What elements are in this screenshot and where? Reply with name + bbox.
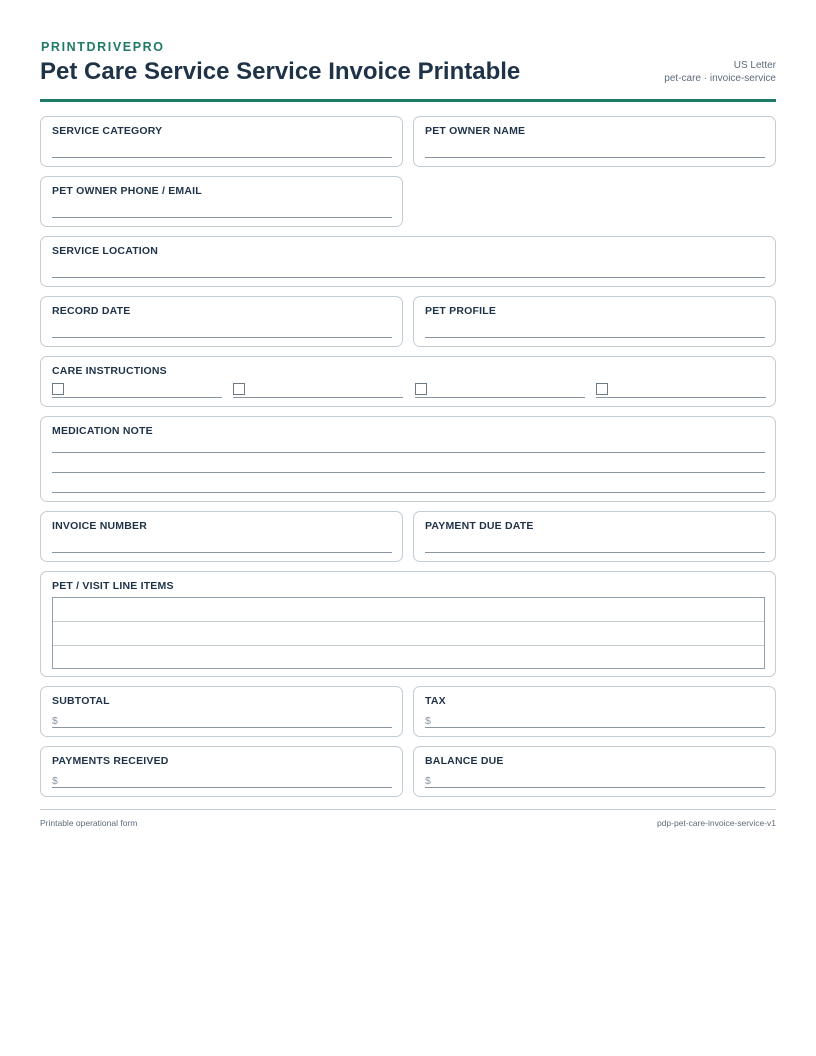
- line-items-table: [52, 597, 765, 669]
- field-label: SERVICE CATEGORY: [52, 125, 163, 137]
- currency-symbol: $: [52, 715, 58, 727]
- pet-owner-name-field: [413, 116, 776, 167]
- care-instructions-field: [40, 356, 776, 407]
- subtotal-field: [40, 686, 403, 737]
- care-option-line[interactable]: [596, 397, 766, 398]
- record-date-input-line[interactable]: [52, 337, 392, 338]
- footer-note: Printable operational form: [40, 818, 138, 828]
- care-option-3: [415, 383, 585, 399]
- field-label: PET PROFILE: [425, 305, 497, 317]
- field-label: PET OWNER NAME: [425, 125, 526, 137]
- service-location-field: [40, 236, 776, 287]
- field-label: SUBTOTAL: [52, 695, 110, 707]
- checkbox[interactable]: [596, 383, 608, 395]
- form-id: pdp-pet-care-invoice-service-v1: [656, 818, 776, 828]
- field-label: MEDICATION NOTE: [52, 425, 153, 437]
- footer-divider: [40, 809, 776, 810]
- page-header: [40, 0, 776, 102]
- field-label: PAYMENTS RECEIVED: [52, 755, 169, 767]
- currency-symbol: $: [52, 775, 58, 787]
- care-option-line[interactable]: [233, 397, 403, 398]
- field-label: PET / VISIT LINE ITEMS: [52, 580, 174, 592]
- currency-symbol: $: [425, 715, 431, 727]
- pet-owner-name-input-line[interactable]: [425, 157, 765, 158]
- care-option-line[interactable]: [52, 397, 222, 398]
- medication-note-line-3[interactable]: [52, 492, 765, 493]
- field-label: BALANCE DUE: [425, 755, 504, 767]
- care-option-4: [596, 383, 766, 399]
- tax-input-line[interactable]: [425, 727, 765, 728]
- payment-due-date-field: [413, 511, 776, 562]
- checkbox[interactable]: [52, 383, 64, 395]
- invoice-number-input-line[interactable]: [52, 552, 392, 553]
- field-label: PET OWNER PHONE / EMAIL: [52, 185, 202, 197]
- field-label: RECORD DATE: [52, 305, 131, 317]
- care-option-2: [233, 383, 403, 399]
- document-tags: pet-care · invoice-service: [664, 73, 776, 84]
- currency-symbol: $: [425, 775, 431, 787]
- medication-note-field: [40, 416, 776, 502]
- service-location-input-line[interactable]: [52, 277, 765, 278]
- document-meta: [664, 59, 776, 85]
- page-title: Pet Care Service Service Invoice Printable: [40, 58, 521, 85]
- service-category-input-line[interactable]: [52, 157, 392, 158]
- balance-due-field: [413, 746, 776, 797]
- field-label: CARE INSTRUCTIONS: [52, 365, 167, 377]
- care-option-1: [52, 383, 222, 399]
- field-label: PAYMENT DUE DATE: [425, 520, 534, 532]
- field-label: SERVICE LOCATION: [52, 245, 159, 257]
- payments-received-input-line[interactable]: [52, 787, 392, 788]
- payments-received-field: [40, 746, 403, 797]
- tax-field: [413, 686, 776, 737]
- pet-profile-field: [413, 296, 776, 347]
- invoice-number-field: [40, 511, 403, 562]
- checkbox[interactable]: [415, 383, 427, 395]
- table-row-divider: [53, 645, 764, 646]
- record-date-field: [40, 296, 403, 347]
- brand-name: PRINTDRIVEPRO: [41, 40, 165, 54]
- balance-due-input-line[interactable]: [425, 787, 765, 788]
- service-category-field: [40, 116, 403, 167]
- paper-size: US Letter: [733, 60, 776, 71]
- subtotal-input-line[interactable]: [52, 727, 392, 728]
- pet-owner-contact-field: [40, 176, 403, 227]
- care-option-line[interactable]: [415, 397, 585, 398]
- medication-note-line-2[interactable]: [52, 472, 765, 473]
- medication-note-line-1[interactable]: [52, 452, 765, 453]
- invoice-page: [40, 0, 776, 102]
- payment-due-date-input-line[interactable]: [425, 552, 765, 553]
- table-row-divider: [53, 621, 764, 622]
- field-label: TAX: [425, 695, 446, 707]
- pet-owner-contact-input-line[interactable]: [52, 217, 392, 218]
- line-items-field: [40, 571, 776, 677]
- checkbox[interactable]: [233, 383, 245, 395]
- pet-profile-input-line[interactable]: [425, 337, 765, 338]
- field-label: INVOICE NUMBER: [52, 520, 147, 532]
